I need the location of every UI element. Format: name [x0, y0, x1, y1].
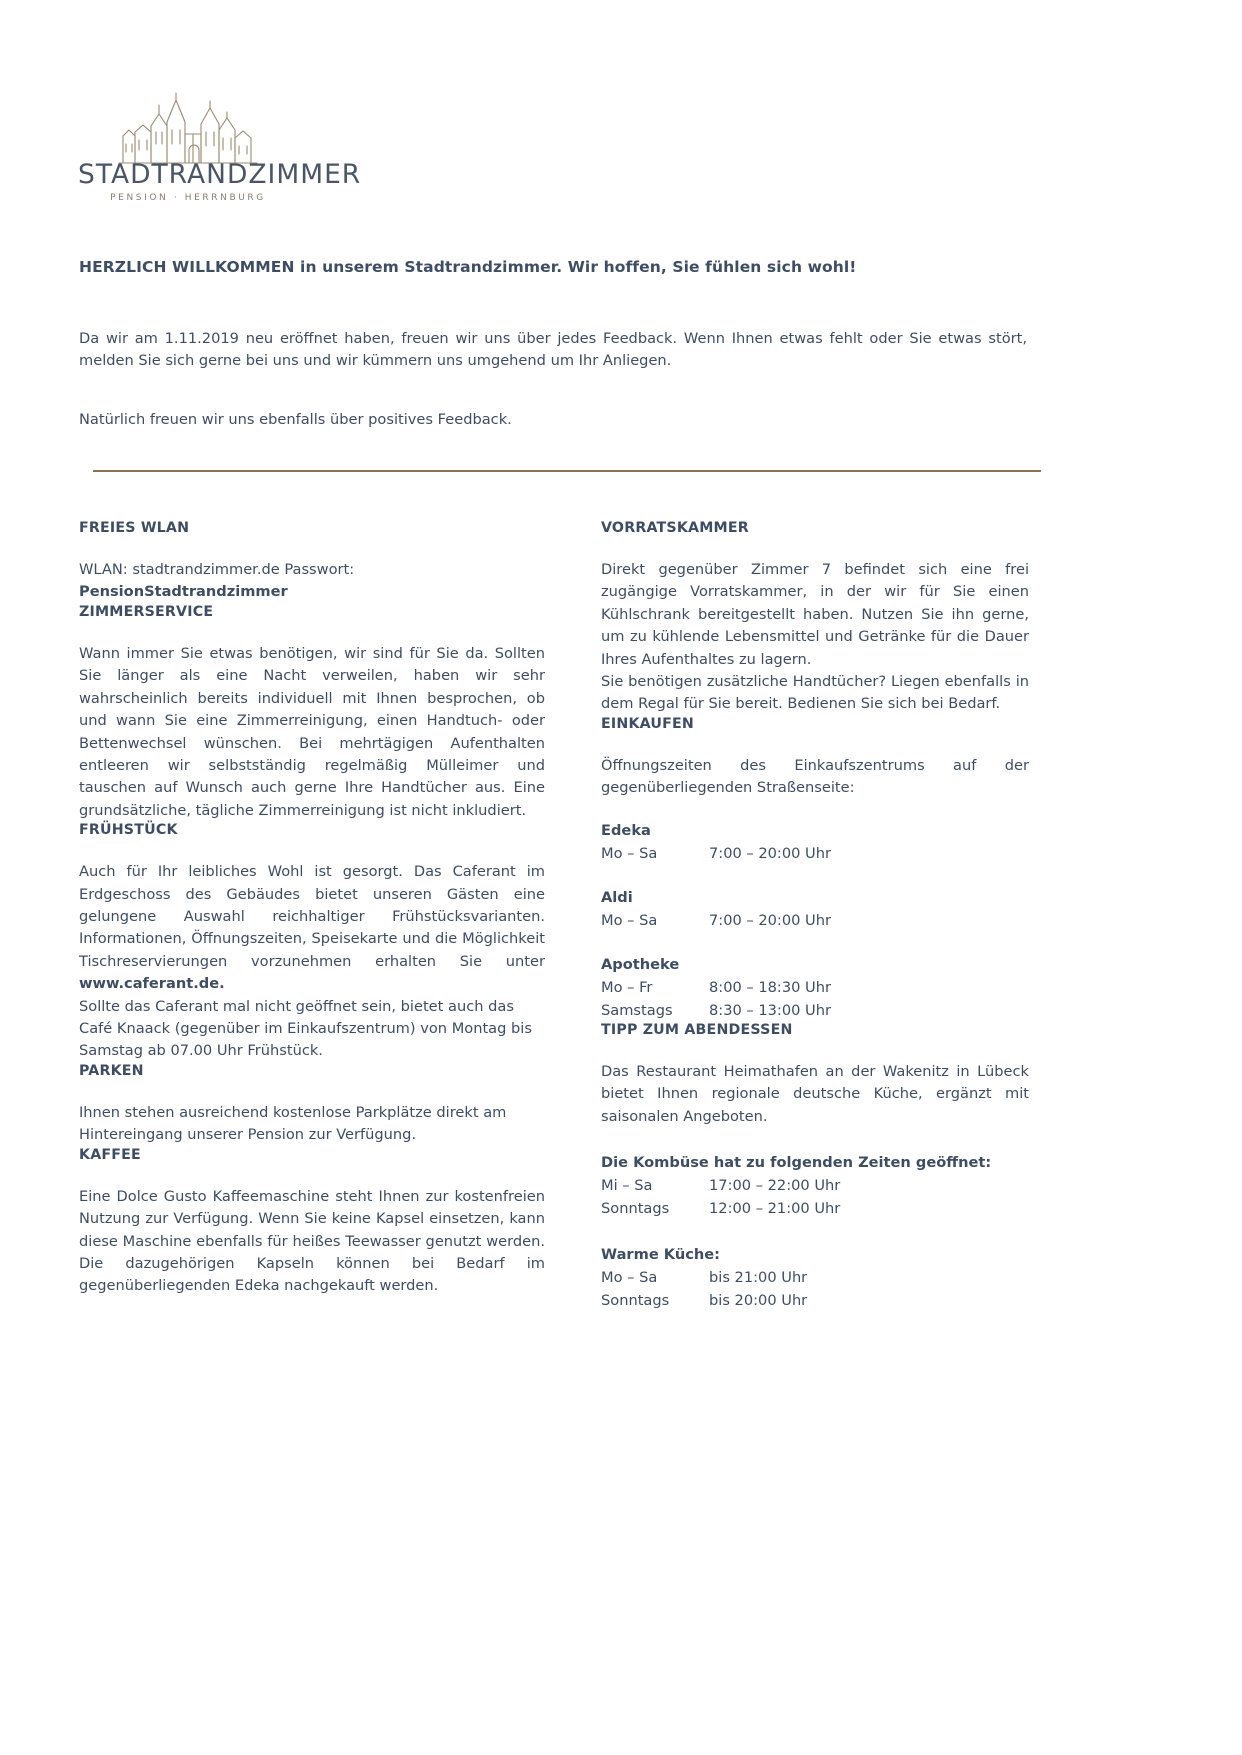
logo-tagline: PENSION · HERRNBURG — [110, 192, 266, 203]
church-skyline-icon — [78, 92, 298, 164]
section-heading-fruehstueck: FRÜHSTÜCK — [79, 822, 178, 839]
vorratskammer-text-2: Sie benötigen zusätzliche Handtücher? Liegen ebenfalls in dem Regal für Sie bereit. Bedienen Sie sich bei Bedarf. — [601, 673, 1029, 713]
store-hours-group — [601, 954, 1029, 1022]
warme-kueche-hours-list — [601, 1266, 1029, 1312]
section-heading-abendessen: TIPP ZUM ABENDESSEN — [601, 1021, 793, 1038]
intro-paragraph-1: Da wir am 1.11.2019 neu eröffnet haben, freuen wir uns über jedes Feedback. Wenn Ihnen etwas fehlt oder Sie etwas stört, melden Sie sich gerne bei uns und wir kümmern uns umgehend um Ihr Anliegen. — [79, 330, 1027, 369]
hours-time: 17:00 – 22:00 Uhr — [709, 1176, 841, 1194]
brand-logo — [78, 92, 362, 203]
hours-time: 8:30 – 13:00 Uhr — [709, 1001, 831, 1019]
hours-row — [601, 999, 1029, 1022]
kombuese-heading: Die Kombüse hat zu folgenden Zeiten geöffnet: — [601, 1153, 992, 1171]
abendessen-intro: Das Restaurant Heimathafen an der Wakenitz in Lübeck bietet Ihnen regionale deutsche Küche, ergänzt mit saisonalen Angeboten. — [601, 1062, 1029, 1125]
store-name: Apotheke — [601, 955, 680, 973]
hours-time: 8:00 – 18:30 Uhr — [709, 978, 831, 996]
hours-row — [601, 1197, 1029, 1220]
hours-days: Mo – Sa — [601, 911, 658, 929]
warme-kueche-heading: Warme Küche: — [601, 1245, 721, 1263]
wlan-ssid-text: WLAN: stadtrandzimmer.de Passwort: — [79, 561, 355, 579]
section-heading-kaffee: KAFFEE — [79, 1146, 141, 1163]
hours-row — [601, 1266, 1029, 1289]
section-heading-zimmerservice: ZIMMERSERVICE — [79, 603, 214, 620]
intro-paragraph-2: Natürlich freuen wir uns ebenfalls über positives Feedback. — [79, 411, 512, 428]
section-heading-vorratskammer: VORRATSKAMMER — [601, 520, 749, 536]
left-column — [79, 520, 545, 1298]
hours-row — [601, 1174, 1029, 1197]
hours-time: 7:00 – 20:00 Uhr — [709, 844, 831, 862]
hours-row — [601, 1289, 1029, 1312]
store-hours-group — [601, 820, 1029, 865]
hours-time: 7:00 – 20:00 Uhr — [709, 911, 831, 929]
hours-days: Mi – Sa — [601, 1176, 653, 1194]
zimmerservice-text: Wann immer Sie etwas benötigen, wir sind für Sie da. Sollten Sie länger als eine Nacht verweilen, haben wir sehr wahrscheinlich bereits individuell mit Ihnen besprochen, ob und wann Sie eine Zimmerreinigung, einen Handtuch- oder Bettenwechsel wünschen. Bei mehrtägigen Aufenthalten entleeren wir selbstständig regelmäßig Mülleimer und tauschen auf Wunsch auch gerne Ihre Handtücher aus. Eine grundsätzliche, tägliche Zimmerreinigung ist nicht inkludiert. — [79, 644, 545, 819]
hours-row — [601, 842, 1029, 865]
hours-days: Mo – Sa — [601, 1268, 658, 1286]
wlan-credentials — [79, 559, 545, 604]
section-heading-parken: PARKEN — [79, 1062, 144, 1079]
caferant-website-link[interactable]: www.caferant.de. — [79, 975, 225, 993]
vorratskammer-text-1: Direkt gegenüber Zimmer 7 befindet sich eine frei zugängige Vorratskammer, in der wir für Sie einen Kühlschrank bereitgestellt haben. Nutzen Sie ihn gerne, um zu kühlende Lebensmittel und Getränke für die Dauer Ihres Aufenthaltes zu lagern. — [601, 561, 1029, 668]
section-divider — [93, 470, 1041, 472]
hours-days: Sonntags — [601, 1199, 670, 1217]
fruehstueck-text-a: Auch für Ihr leibliches Wohl ist gesorgt. Das Caferant im Erdgeschoss des Gebäudes bietet unseren Gästen eine gelungene Auswahl reichhaltiger Frühstücksvarianten. Informationen, Öffnungszeiten, Speisekarte und die Möglichkeit Tischreservierungen vorzunehmen erhalten Sie unter — [79, 863, 545, 970]
hours-row — [601, 909, 1029, 932]
parken-text: Ihnen stehen ausreichend kostenlose Parkplätze direkt am Hintereingang unserer Pension zur Verfügung. — [79, 1103, 507, 1144]
fruehstueck-text — [79, 861, 545, 995]
section-heading-wlan: FREIES WLAN — [79, 520, 190, 536]
einkaufen-intro: Öffnungszeiten des Einkaufszentrums auf der gegenüberliegenden Straßenseite: — [601, 756, 1029, 797]
store-hours-list — [601, 820, 1029, 1022]
wlan-password: PensionStadtrandzimmer — [79, 583, 288, 601]
hours-time: 12:00 – 21:00 Uhr — [709, 1199, 841, 1217]
hours-days: Samstags — [601, 1001, 673, 1019]
section-heading-einkaufen: EINKAUFEN — [601, 715, 694, 732]
store-name: Edeka — [601, 821, 651, 839]
logo-wordmark: STADTRANDZIMMER — [78, 159, 362, 190]
store-hours-group — [601, 887, 1029, 932]
hours-time: bis 20:00 Uhr — [709, 1291, 808, 1309]
right-column — [601, 520, 1029, 1312]
store-name: Aldi — [601, 888, 633, 906]
fruehstueck-text-b: Sollte das Caferant mal nicht geöffnet sein, bietet auch das Café Knaack (gegenüber im Einkaufszentrum) von Montag bis Samstag ab 07.00 Uhr Frühstück. — [79, 997, 532, 1060]
welcome-heading: HERZLICH WILLKOMMEN in unserem Stadtrandzimmer. Wir hoffen, Sie fühlen sich wohl! — [79, 258, 857, 276]
kombuese-hours-list — [601, 1174, 1029, 1220]
hours-time: bis 21:00 Uhr — [709, 1268, 808, 1286]
hours-row — [601, 976, 1029, 999]
hours-days: Mo – Sa — [601, 844, 658, 862]
hours-days: Sonntags — [601, 1291, 670, 1309]
hours-days: Mo – Fr — [601, 978, 653, 996]
kaffee-text: Eine Dolce Gusto Kaffeemaschine steht Ihnen zur kostenfreien Nutzung zur Verfügung. Wenn Sie keine Kapsel einsetzen, kann diese Maschine ebenfalls für heißes Teewasser genutzt werden. Die dazugehörigen Kapseln können bei Bedarf im gegenüberliegenden Edeka nachgekauft werden. — [79, 1187, 545, 1295]
